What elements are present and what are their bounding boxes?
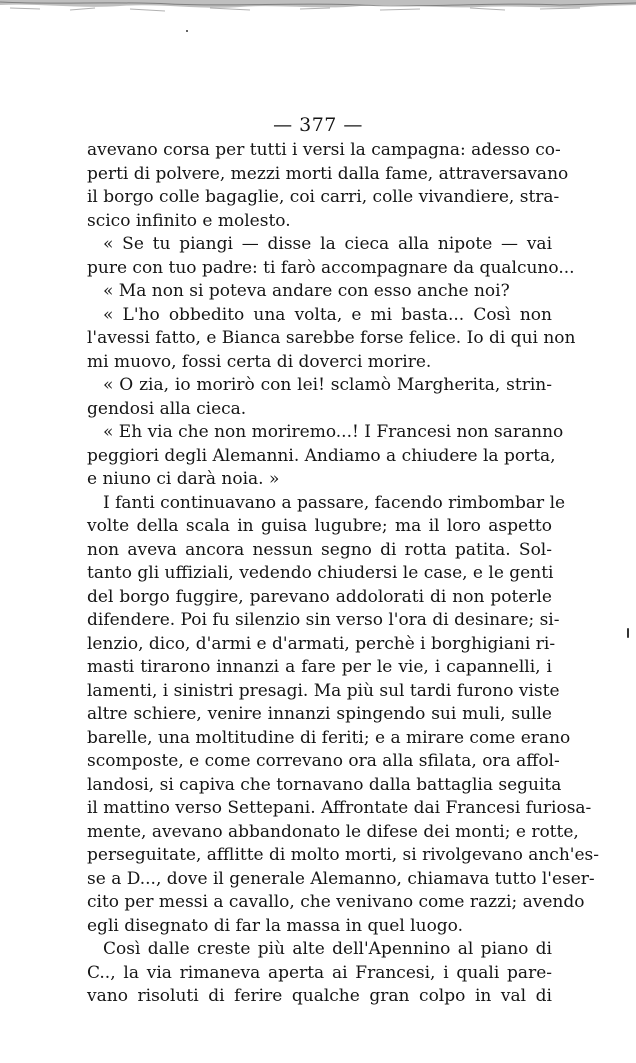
text-line: il borgo colle bagaglie, coi carri, colle vivandiere, stra- — [87, 187, 560, 207]
text-line: « O zia, io morirò con lei! sclamò Margherita, strin- — [103, 375, 552, 395]
text-line: vano risoluti di ferire qualche gran colpo in val di — [87, 986, 552, 1006]
text-line: difendere. Poi fu silenzio sin verso l'ora di desinare; si- — [87, 610, 560, 630]
text-line: scico infinito e molesto. — [87, 210, 291, 231]
text-line: « Eh via che non moriremo...! I Francesi non saranno — [103, 422, 564, 442]
text-line: del borgo fuggire, parevano addolorati di non poterle — [87, 586, 552, 607]
page-top-edge-scan-noise — [0, 0, 636, 14]
text-line: « L'ho obbedito una volta, e mi basta... Così non — [103, 304, 552, 325]
text-line: cito per messi a cavallo, che venivano come razzi; avendo — [87, 892, 585, 912]
text-line: mi muovo, fossi certa di doverci morire. — [87, 351, 432, 372]
text-line: landosi, si capiva che tornavano dalla battaglia seguita — [87, 774, 562, 795]
body-text — [87, 139, 599, 1009]
text-line: se a D..., dove il generale Alemanno, chiamava tutto l'eser- — [87, 868, 595, 889]
text-line: perti di polvere, mezzi morti dalla fame, attraversavano — [87, 163, 569, 184]
text-line: « Se tu piangi — disse la cieca alla nipote — vai — [103, 234, 552, 254]
text-line: non aveva ancora nessun segno di rotta patita. Sol- — [87, 539, 552, 560]
text-line: lamenti, i sinistri presagi. Ma più sul tardi furono viste — [87, 680, 560, 701]
text-line: « Ma non si poteva andare con esso anche noi? — [103, 281, 510, 301]
text-line: perseguitate, afflitte di molto morti, si rivolgevano anch'es- — [87, 845, 599, 865]
text-line: e niuno ci darà noia. » — [87, 469, 280, 489]
text-line: altre schiere, venire innanzi spingendo sui muli, sulle — [87, 704, 552, 724]
text-line: masti tirarono innanzi a fare per le vie, i capannelli, i — [87, 657, 552, 677]
page-number: — 377 — — [273, 114, 363, 136]
text-line: scomposte, e come correvano ora alla sfilata, ora affol- — [87, 751, 560, 771]
text-line: l'avessi fatto, e Bianca sarebbe forse felice. Io di qui non — [87, 328, 576, 348]
text-line: C.., la via rimaneva aperta ai Francesi, i quali pare- — [87, 962, 552, 983]
text-line: egli disegnato di far la massa in quel luogo. — [87, 915, 464, 936]
text-line: tanto gli uffiziali, vedendo chiudersi le case, e le genti — [87, 563, 554, 583]
text-line: il mattino verso Settepani. Affrontate dai Francesi furiosa- — [87, 798, 592, 818]
text-line: barelle, una moltitudine di feriti; e a mirare come erano — [87, 727, 571, 748]
scan-noise-graphic — [0, 0, 636, 14]
text-line: avevano corsa per tutti i versi la campagna: adesso co- — [87, 140, 561, 160]
text-line: mente, avevano abbandonato le difese dei monti; e rotte, — [87, 821, 579, 842]
text-line: Così dalle creste più alte dell'Apennino al piano di — [103, 939, 552, 959]
text-line: volte della scala in guisa lugubre; ma il loro aspetto — [87, 516, 552, 536]
scan-speck — [627, 628, 629, 638]
text-line: gendosi alla cieca. — [87, 398, 247, 419]
text-line: I fanti continuavano a passare, facendo rimbombar le — [103, 492, 566, 513]
text-line: pure con tuo padre: ti farò accompagnare da qualcuno... — [87, 257, 575, 278]
scan-speck — [186, 30, 188, 32]
text-line: lenzio, dico, d'armi e d'armati, perchè i borghigiani ri- — [87, 633, 556, 654]
text-line: peggiori degli Alemanni. Andiamo a chiudere la porta, — [87, 445, 556, 466]
